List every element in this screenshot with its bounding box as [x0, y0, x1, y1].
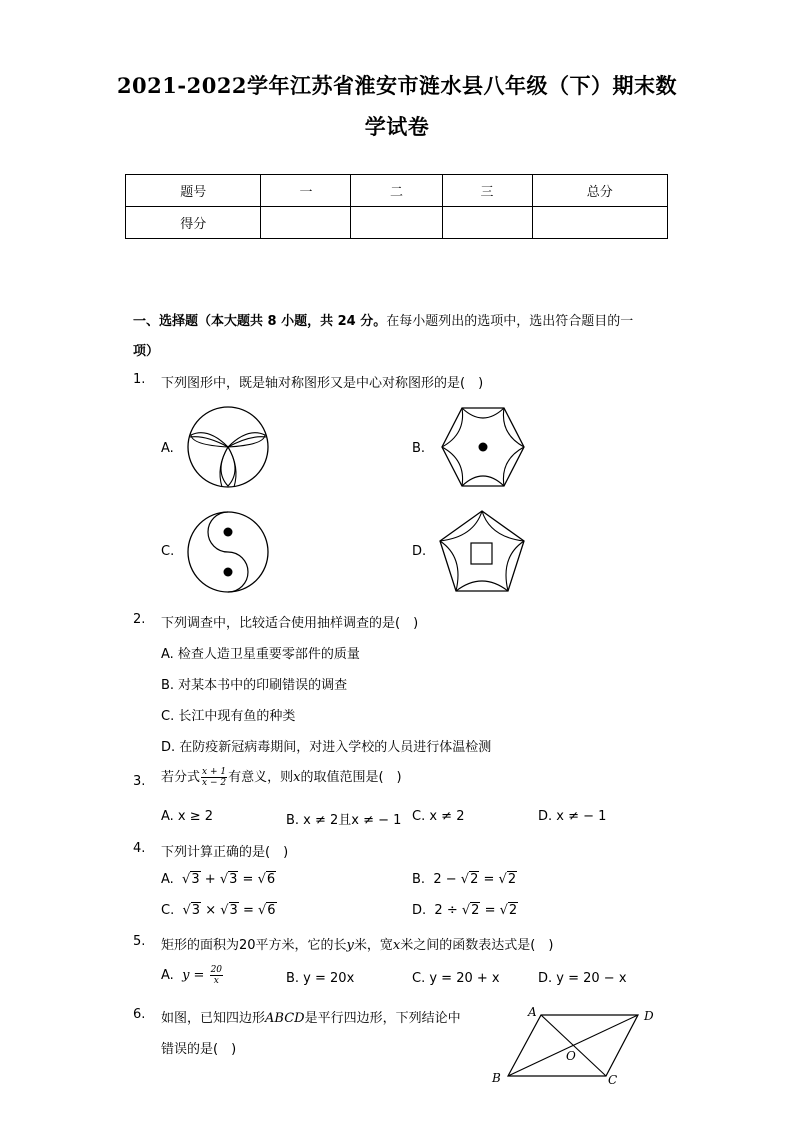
q3-option-b[interactable]: B. x ≠ 2且x ≠ − 1: [286, 813, 402, 828]
q6-point-o-label: O: [566, 1049, 576, 1063]
q4-a-radicand-1: 3: [191, 872, 200, 887]
q5-option-d[interactable]: D. y = 20 − x: [538, 971, 627, 986]
q5-option-c[interactable]: C. y = 20 + x: [412, 971, 500, 986]
q1-figure-b-hexagon: [440, 406, 526, 488]
question-6-text-line-2: 错误的是( ): [161, 1042, 237, 1057]
q3-option-d[interactable]: D. x ≠ − 1: [538, 809, 607, 824]
q4-d-radicand-2: 2: [508, 903, 518, 918]
q5-a-lhs: y =: [182, 968, 209, 983]
score-header-cell: 题号: [126, 175, 261, 207]
q1-option-d-label[interactable]: D.: [412, 544, 427, 559]
q3-text-mid: 有意义，则: [228, 770, 294, 785]
q3-text-post: 的取值范围是( ): [300, 770, 402, 785]
q4-option-c-label: C.: [161, 903, 175, 918]
q4-b-radicand-1: 2: [470, 872, 479, 887]
q4-a-op: +: [200, 872, 220, 887]
q4-b-radicand-2: 2: [507, 872, 517, 887]
score-table-header-row: [126, 175, 668, 207]
q4-c-eq: =: [238, 903, 258, 918]
q6-point-d-label: D: [644, 1009, 654, 1023]
q6-text-b: 是平行四边形，下列结论中: [304, 1011, 461, 1026]
question-2-text: 下列调查中，比较适合使用抽样调查的是( ): [161, 616, 419, 631]
q2-option-d[interactable]: D. 在防疫新冠病毒期间，对进入学校的人员进行体温检测: [161, 740, 492, 755]
q2-option-b[interactable]: B. 对某本书中的印刷错误的调查: [161, 678, 348, 693]
question-number: 2.: [133, 612, 146, 627]
score-cell-total[interactable]: [532, 207, 667, 239]
q2-option-a[interactable]: A. 检查人造卫星重要零部件的质量: [161, 647, 360, 662]
q1-option-a-label[interactable]: A.: [161, 441, 174, 456]
score-cell-2[interactable]: [351, 207, 442, 239]
q3-fraction: [201, 767, 227, 788]
q5-option-a[interactable]: [161, 965, 224, 986]
q1-figure-d-pentagon: [438, 509, 526, 593]
q6-point-b-label: B: [492, 1071, 501, 1085]
section-heading-part-1: 一、选择题（本大题共 8 小题，共 24 分。: [133, 314, 387, 329]
q1-option-c-label[interactable]: C.: [161, 544, 175, 559]
question-number: 3.: [133, 774, 146, 789]
q4-c-radicand-2: 3: [229, 903, 238, 918]
q6-parallelogram-figure: [486, 1003, 666, 1087]
section-heading-part-2: 在每小题列出的选项中，选出符合题目的一: [386, 314, 634, 329]
q3-text-pre: 若分式: [161, 770, 201, 785]
q4-option-c[interactable]: C. √3 × √3 = √6: [161, 903, 276, 918]
score-row-label: 得分: [126, 207, 261, 239]
score-header-cell: 一: [261, 175, 351, 207]
question-4-text: 下列计算正确的是( ): [161, 845, 289, 860]
q4-a-radicand-2: 3: [229, 872, 238, 887]
q1-option-b-label[interactable]: B.: [412, 441, 426, 456]
q5-text-c: 米之间的函数表达式是( ): [400, 938, 554, 953]
q4-option-a[interactable]: A. √3 + √3 = √6: [161, 872, 276, 887]
question-number: 4.: [133, 841, 146, 856]
q5-option-b[interactable]: B. y = 20x: [286, 971, 355, 986]
q4-option-b-label: B.: [412, 872, 426, 887]
q5-text-a: 矩形的面积为20平方米，它的长: [161, 938, 347, 953]
q4-a-eq: =: [238, 872, 258, 887]
q6-point-c-label: C: [608, 1073, 618, 1087]
q4-d-eq: =: [480, 903, 500, 918]
score-header-cell: 总分: [532, 175, 667, 207]
score-header-cell: 二: [351, 175, 442, 207]
q4-option-b[interactable]: B. 2 − √2 = √2: [412, 872, 517, 887]
q5-var-x: x: [392, 938, 401, 953]
q4-option-d[interactable]: D. 2 ÷ √2 = √2: [412, 903, 518, 918]
q4-c-op: ×: [201, 903, 221, 918]
page-title-line-2: 学试卷: [364, 114, 430, 139]
question-number: 5.: [133, 934, 146, 949]
q5-option-a-label: A.: [161, 968, 174, 983]
q5-a-numerator: 20: [210, 965, 223, 975]
q4-d-radicand-1: 2: [471, 903, 480, 918]
page-title-line-1: 2021-2022学年江苏省淮安市涟水县八年级（下）期末数: [116, 73, 678, 98]
q5-text-b: 米，宽: [353, 938, 393, 953]
question-3-text: [161, 766, 402, 788]
score-header-cell: 三: [442, 175, 532, 207]
question-number: 1.: [133, 372, 146, 387]
q4-c-radicand-1: 3: [191, 903, 201, 918]
score-cell-1[interactable]: [261, 207, 351, 239]
q3-option-c[interactable]: C. x ≠ 2: [412, 809, 465, 824]
q4-a-radicand-3: 6: [266, 872, 276, 887]
q4-b-eq: =: [479, 872, 499, 887]
q5-var-y: y: [346, 938, 354, 953]
score-table: [125, 174, 668, 239]
q1-figure-c-yin-yang: [186, 510, 270, 594]
q3-fraction-denominator: x − 2: [202, 778, 227, 788]
q2-option-c[interactable]: C. 长江中现有鱼的种类: [161, 709, 296, 724]
section-heading-line-2: 项）: [133, 344, 160, 359]
q6-point-a-label: A: [528, 1005, 537, 1019]
q3-variable: x: [293, 770, 301, 785]
q4-c-radicand-3: 6: [267, 903, 276, 918]
q4-option-a-label: A.: [161, 872, 174, 887]
question-6-text: [161, 1007, 461, 1026]
q4-option-d-label: D.: [412, 903, 427, 918]
q6-abcd: ABCD: [265, 1011, 305, 1026]
question-number: 6.: [133, 1007, 146, 1022]
q3-option-a[interactable]: A. x ≥ 2: [161, 809, 214, 824]
section-heading: [133, 310, 633, 329]
q5-a-denominator: x: [213, 976, 219, 986]
question-1-text: 下列图形中，既是轴对称图形又是中心对称图形的是( ): [161, 376, 484, 391]
q6-text-a: 如图，已知四边形: [161, 1011, 266, 1026]
score-table-score-row: [126, 207, 668, 239]
q5-a-fraction: [210, 965, 223, 986]
q1-figure-a-trefoil-circle: [186, 405, 270, 489]
question-5-text: [161, 934, 553, 953]
score-cell-3[interactable]: [442, 207, 532, 239]
q4-d-pre: 2 ÷: [434, 903, 462, 918]
q4-b-pre: 2 −: [433, 872, 461, 887]
q3-fraction-numerator: x + 1: [202, 767, 227, 777]
